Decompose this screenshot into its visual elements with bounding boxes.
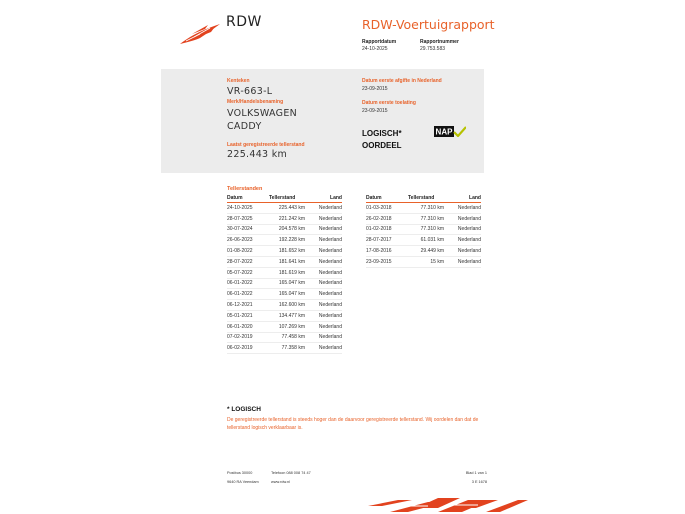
reading-mileage: 165.047 km: [269, 278, 305, 289]
eerste-afgifte-value: 23-09-2015: [362, 86, 388, 92]
rapportnummer-value: 29.753.583: [420, 46, 446, 52]
reading-country: Nederland: [305, 267, 342, 278]
model-value: CADDY: [227, 121, 262, 132]
reading-mileage: 162.600 km: [269, 300, 305, 311]
reading-date: 01-02-2018: [366, 224, 408, 235]
reading-country: Nederland: [305, 310, 342, 321]
reading-row: [227, 289, 342, 300]
reading-country: Nederland: [305, 235, 342, 246]
tellerstanden-title: Tellerstanden: [227, 186, 263, 192]
reading-mileage: 221.242 km: [269, 213, 305, 224]
footer-code: 3 E 1678: [471, 480, 487, 484]
reading-date: 01-03-2018: [366, 203, 408, 214]
reading-row: [366, 256, 481, 267]
reading-mileage: 165.047 km: [269, 289, 305, 300]
reading-mileage: 181.652 km: [269, 246, 305, 257]
col-tellerstand: Tellerstand: [269, 194, 305, 203]
reading-date: 06-01-2020: [227, 321, 269, 332]
verdict-line-1: LOGISCH*: [362, 129, 402, 138]
reading-mileage: 77.310 km: [408, 213, 444, 224]
reading-mileage: 225.443 km: [269, 203, 305, 214]
reading-country: Nederland: [305, 278, 342, 289]
reading-country: Nederland: [444, 256, 481, 267]
reading-row: [227, 203, 342, 214]
reading-date: 01-08-2022: [227, 246, 269, 257]
reading-date: 07-02-2019: [227, 332, 269, 343]
reading-date: 06-12-2021: [227, 300, 269, 311]
reading-date: 06-01-2022: [227, 278, 269, 289]
footer-postbus: Postbus 30000: [227, 471, 253, 475]
reading-row: [227, 213, 342, 224]
col-land: Land: [305, 194, 342, 203]
report-title: RDW-Voertuigrapport: [362, 17, 495, 32]
rapportdatum-label: Rapportdatum: [362, 39, 397, 45]
readings-header-row: [227, 194, 342, 203]
footer-website[interactable]: www.rdw.nl: [271, 480, 290, 484]
reading-row: [227, 310, 342, 321]
reading-row: [366, 235, 481, 246]
reading-mileage: 181.619 km: [269, 267, 305, 278]
tellerstand-label: Laatst geregistreerde tellerstand: [227, 142, 305, 148]
merk-label: Merk/Handelsbenaming: [227, 99, 284, 105]
verdict-line-2: OORDEEL: [362, 141, 402, 150]
reading-date: 23-09-2015: [366, 256, 408, 267]
reading-row: [227, 224, 342, 235]
reading-row: [227, 343, 342, 354]
merk-value: VOLKSWAGEN: [227, 108, 298, 119]
kenteken-label: Kenteken: [227, 78, 250, 84]
reading-mileage: 77.310 km: [408, 203, 444, 214]
reading-date: 05-01-2021: [227, 310, 269, 321]
readings-table-right: [366, 194, 481, 268]
vehicle-summary-panel: [161, 69, 484, 173]
reading-mileage: 77.358 km: [269, 343, 305, 354]
reading-date: 30-07-2024: [227, 224, 269, 235]
footer-page: Blad 1 van 1: [465, 471, 487, 475]
reading-country: Nederland: [305, 203, 342, 214]
reading-date: 28-07-2022: [227, 256, 269, 267]
reading-row: [227, 321, 342, 332]
rapportdatum-value: 24-10-2025: [362, 46, 388, 52]
reading-row: [227, 246, 342, 257]
eerste-toelating-label: Datum eerste toelating: [362, 100, 416, 106]
col-datum: Datum: [366, 194, 408, 203]
reading-country: Nederland: [305, 256, 342, 267]
reading-row: [227, 332, 342, 343]
reading-date: 06-01-2022: [227, 289, 269, 300]
reading-country: Nederland: [305, 343, 342, 354]
col-tellerstand: Tellerstand: [408, 194, 444, 203]
reading-country: Nederland: [444, 213, 481, 224]
nap-text: NAP: [435, 127, 453, 137]
reading-mileage: 204.578 km: [269, 224, 305, 235]
reading-country: Nederland: [305, 289, 342, 300]
reading-mileage: 15 km: [408, 256, 444, 267]
reading-mileage: 29.449 km: [408, 246, 444, 257]
reading-date: 17-08-2016: [366, 246, 408, 257]
col-land: Land: [444, 194, 481, 203]
tellerstand-value: 225.443 km: [227, 149, 288, 160]
reading-country: Nederland: [444, 235, 481, 246]
reading-row: [366, 246, 481, 257]
eerste-afgifte-label: Datum eerste afgifte in Nederland: [362, 78, 442, 84]
reading-date: 05-07-2022: [227, 267, 269, 278]
reading-row: [366, 213, 481, 224]
eerste-toelating-value: 23-09-2015: [362, 108, 388, 114]
reading-mileage: 192.228 km: [269, 235, 305, 246]
reading-country: Nederland: [305, 213, 342, 224]
reading-row: [227, 235, 342, 246]
footer-plaats: 9640 RA Veendam: [227, 480, 259, 484]
reading-row: [227, 300, 342, 311]
reading-row: [227, 256, 342, 267]
brand-name: RDW: [226, 14, 262, 30]
reading-date: 28-07-2017: [366, 235, 408, 246]
reading-country: Nederland: [305, 246, 342, 257]
readings-header-row: [366, 194, 481, 203]
nap-logo-icon: [434, 126, 466, 137]
kenteken-value: VR-663-L: [227, 86, 273, 97]
reading-row: [366, 203, 481, 214]
reading-country: Nederland: [305, 300, 342, 311]
rdw-logo-icon: [178, 22, 222, 46]
reading-country: Nederland: [305, 321, 342, 332]
rapportnummer-label: Rapportnummer: [420, 39, 459, 45]
col-datum: Datum: [227, 194, 269, 203]
reading-country: Nederland: [444, 203, 481, 214]
reading-mileage: 77.458 km: [269, 332, 305, 343]
readings-table-left: [227, 194, 342, 354]
reading-mileage: 77.310 km: [408, 224, 444, 235]
reading-country: Nederland: [444, 246, 481, 257]
reading-mileage: 134.477 km: [269, 310, 305, 321]
reading-mileage: 107.269 km: [269, 321, 305, 332]
footnote-title: * LOGISCH: [227, 406, 261, 413]
reading-row: [366, 224, 481, 235]
reading-mileage: 181.641 km: [269, 256, 305, 267]
reading-country: Nederland: [444, 224, 481, 235]
reading-mileage: 61.031 km: [408, 235, 444, 246]
reading-country: Nederland: [305, 224, 342, 235]
reading-date: 24-10-2025: [227, 203, 269, 214]
reading-date: 26-02-2018: [366, 213, 408, 224]
reading-row: [227, 267, 342, 278]
decorative-stripes-icon: [368, 496, 528, 514]
footer-telefoon: Telefoon 088 008 74 47: [271, 471, 311, 475]
reading-date: 06-02-2019: [227, 343, 269, 354]
reading-country: Nederland: [305, 332, 342, 343]
reading-date: 28-07-2025: [227, 213, 269, 224]
reading-date: 26-06-2023: [227, 235, 269, 246]
reading-row: [227, 278, 342, 289]
footnote-text: De geregistreerde tellerstand is steeds hoger dan de daarvoor geregistreerde tellerstand. Wij oordelen dan dat de tellerstand logisch verklaarbaar is.: [227, 417, 479, 431]
